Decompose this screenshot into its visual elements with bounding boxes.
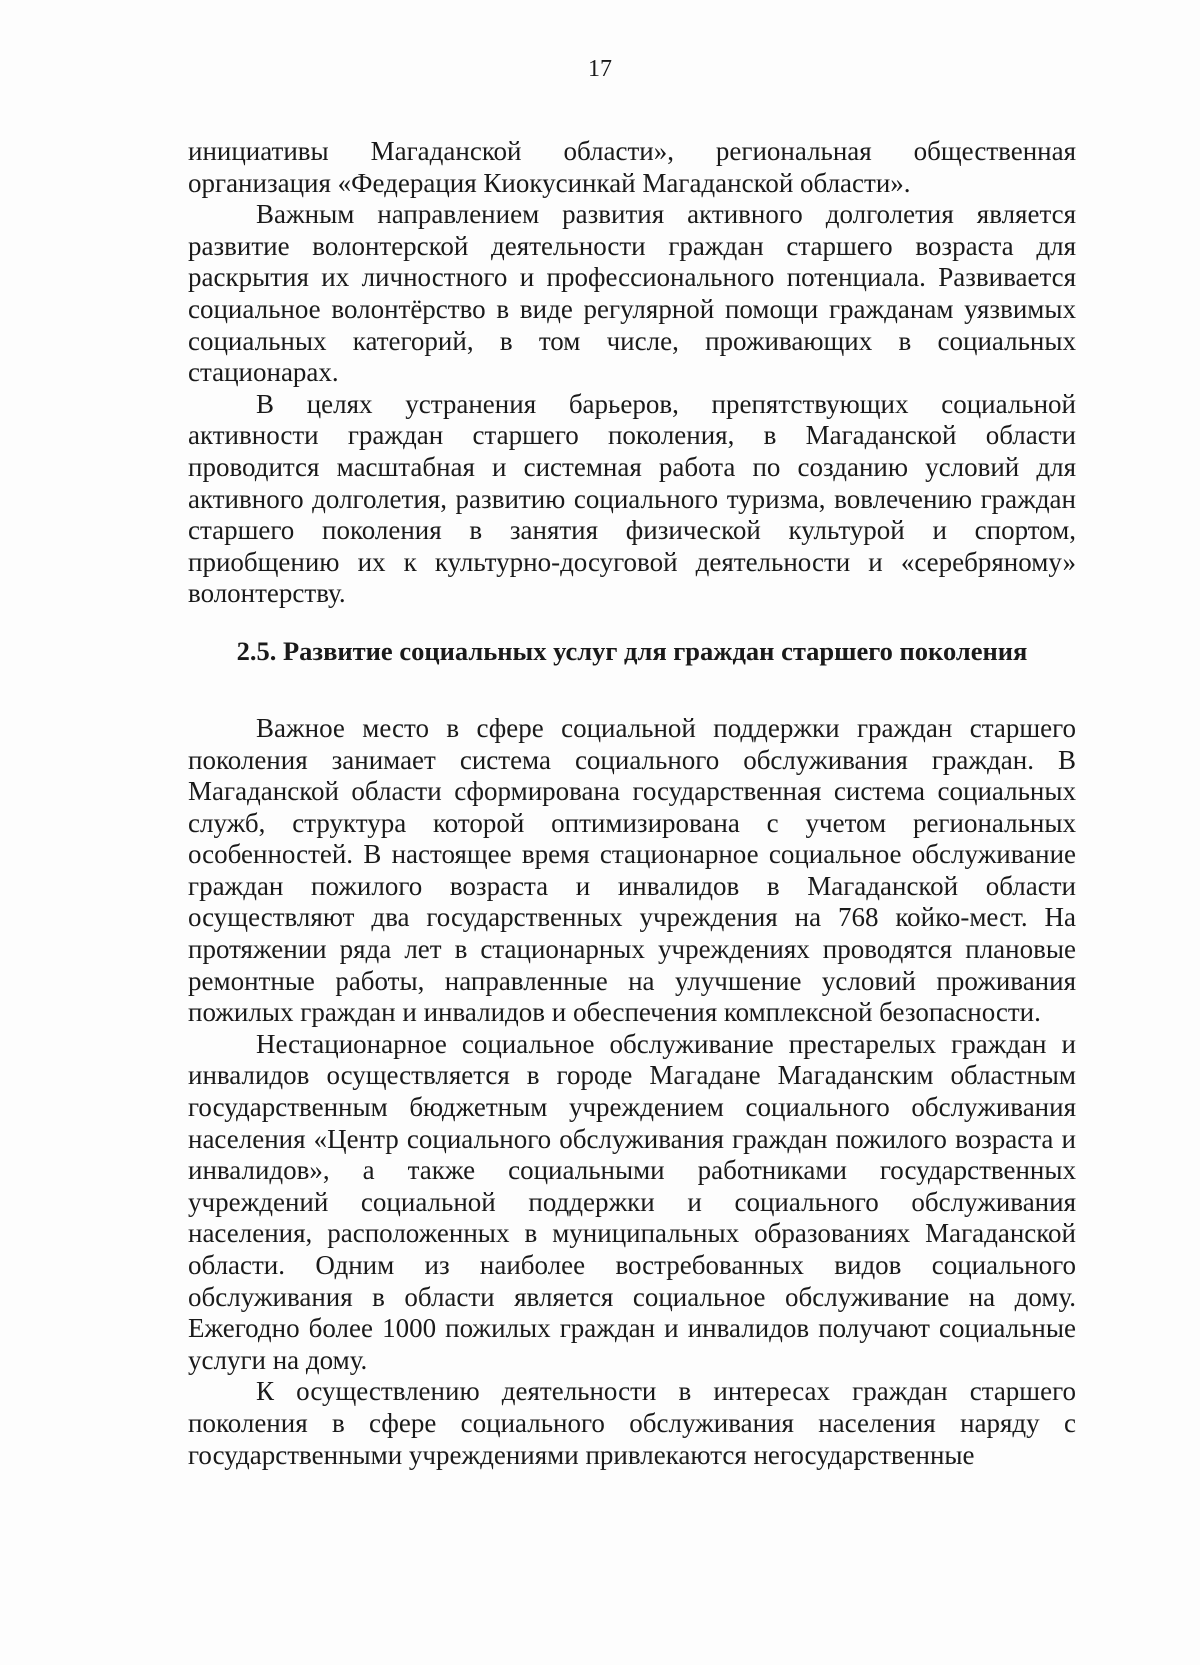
paragraph: Нестационарное социальное обслуживание престарелых граждан и инвалидов осуществляется в городе Магадане Магаданским областным государственным бюджетным учреждением социального обслуживания населения «Центр социального обслуживания граждан пожилого возраста и инвалидов», а также социальными работниками государственных учреждений социальной поддержки и социального обслуживания населения, расположенных в муниципальных образованиях Магаданской области. Одним из наиболее востребованных видов социального обслуживания в области является социальное обслуживание на дому. Ежегодно более 1000 пожилых граждан и инвалидов получают социальные услуги на дому.: [188, 1028, 1076, 1375]
page-number: 17: [588, 56, 612, 82]
paragraph: К осуществлению деятельности в интересах граждан старшего поколения в сфере социального обслуживания населения наряду с государственными учреждениями привлекаются негосударственные: [188, 1376, 1076, 1470]
document-body: [188, 136, 1076, 1471]
paragraph: Важным направлением развития активного долголетия является развитие волонтерской деятельности граждан старшего возраста для раскрытия их личностного и профессионального потенциала. Развивается социальное волонтёрство в виде регулярной помощи гражданам уязвимых социальных категорий, в том числе, проживающих в социальных стационарах.: [188, 199, 1076, 388]
paragraph: В целях устранения барьеров, препятствующих социальной активности граждан старшего поколения, в Магаданской области проводится масштабная и системная работа по созданию условий для активного долголетия, развитию социального туризма, вовлечению граждан старшего поколения в занятия физической культурой и спортом, приобщению их к культурно-досуговой деятельности и «серебряному» волонтерству.: [188, 388, 1076, 609]
section-heading: 2.5. Развитие социальных услуг для граждан старшего поколения: [236, 635, 1028, 666]
paragraph: инициативы Магаданской области», региональная общественная организация «Федерация Киокусинкай Магаданской области».: [188, 136, 1076, 198]
paragraph: Важное место в сфере социальной поддержки граждан старшего поколения занимает система социального обслуживания граждан. В Магаданской области сформирована государственная система социальных служб, структура которой оптимизирована с учетом региональных особенностей. В настоящее время стационарное социальное обслуживание граждан пожилого возраста и инвалидов в Магаданской области осуществляют два государственных учреждения на 768 койко-мест. На протяжении ряда лет в стационарных учреждениях проводятся плановые ремонтные работы, направленные на улучшение условий проживания пожилых граждан и инвалидов и обеспечения комплексной безопасности.: [188, 712, 1076, 1028]
